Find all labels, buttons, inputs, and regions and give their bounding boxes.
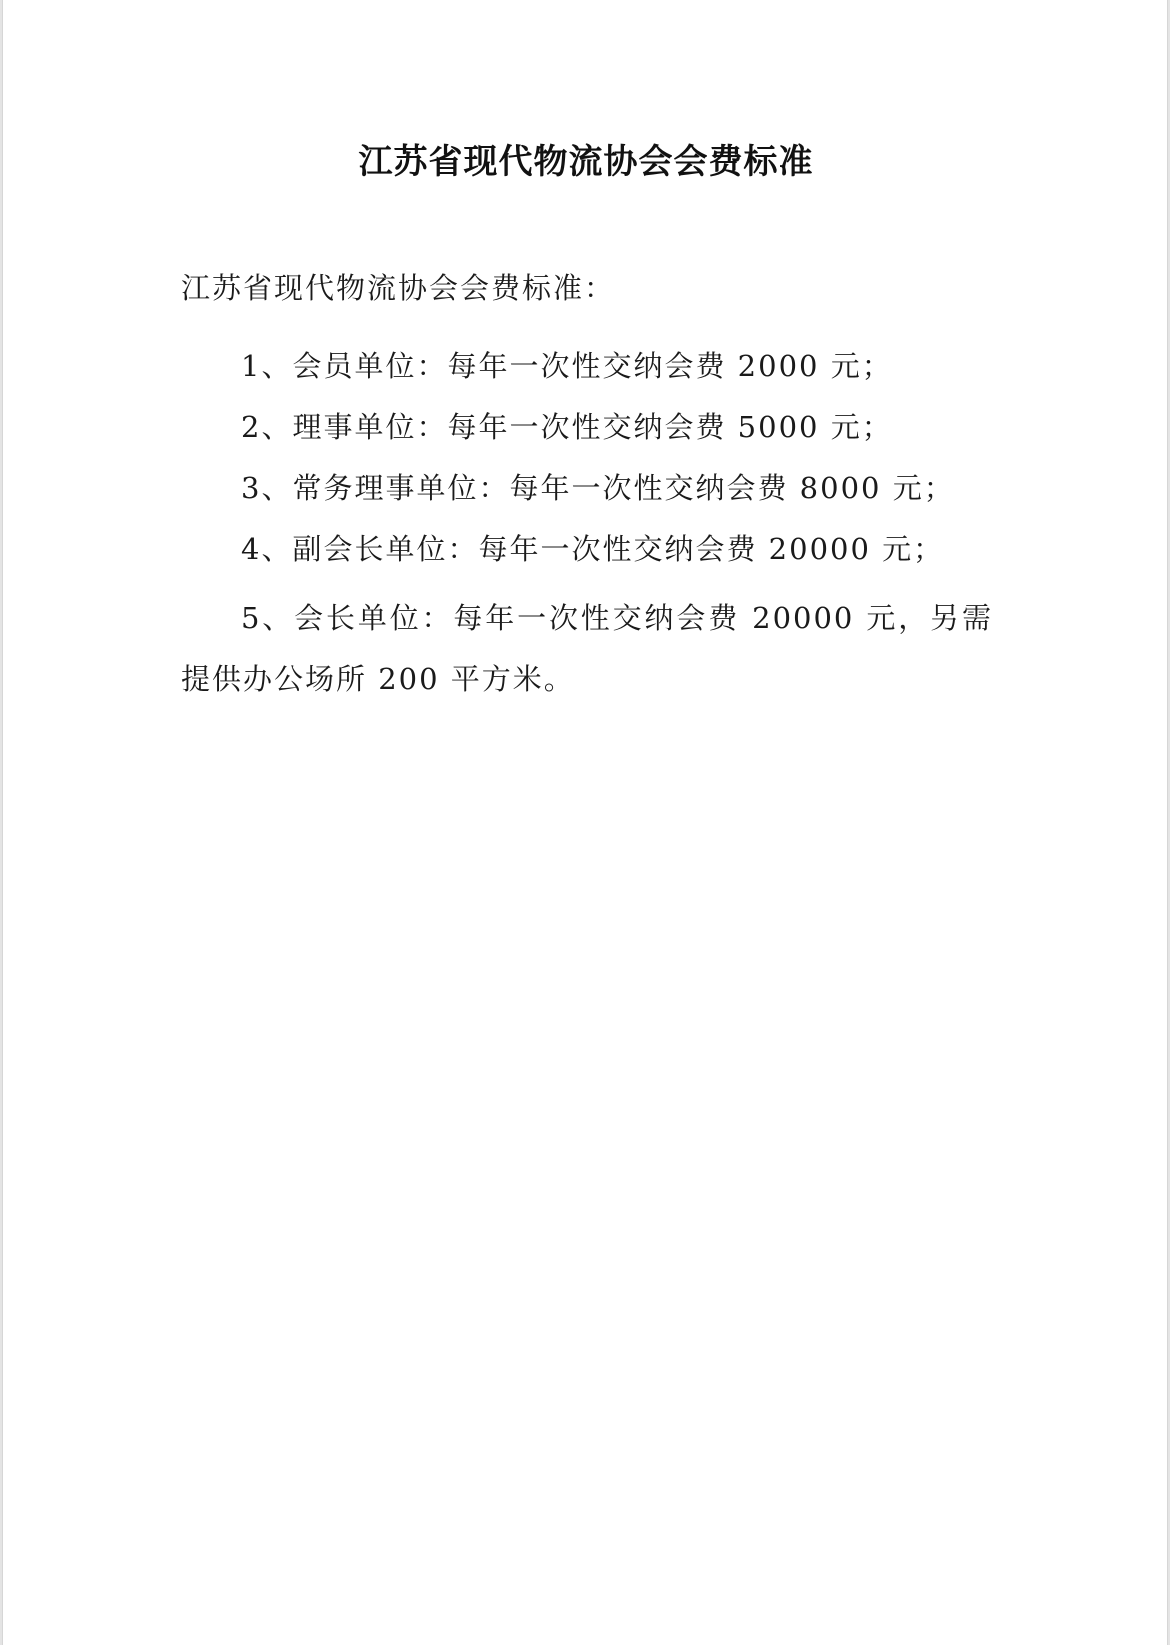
fee-item-president: 5、会长单位：每年一次性交纳会费 20000 元，另需提供办公场所 200 平方米。 bbox=[181, 601, 993, 696]
fee-item-member: 1、会员单位：每年一次性交纳会费 2000 元； bbox=[241, 349, 893, 383]
intro-paragraph: 江苏省现代物流协会会费标准： bbox=[181, 271, 616, 305]
fee-item-director: 2、理事单位：每年一次性交纳会费 5000 元； bbox=[241, 410, 893, 444]
fee-item-executive-director: 3、常务理事单位：每年一次性交纳会费 8000 元； bbox=[241, 471, 955, 505]
fee-item-vice-president: 4、副会长单位：每年一次性交纳会费 20000 元； bbox=[241, 532, 945, 566]
document-page bbox=[2, 0, 1168, 1645]
document-title: 江苏省现代物流协会会费标准 bbox=[358, 142, 814, 182]
